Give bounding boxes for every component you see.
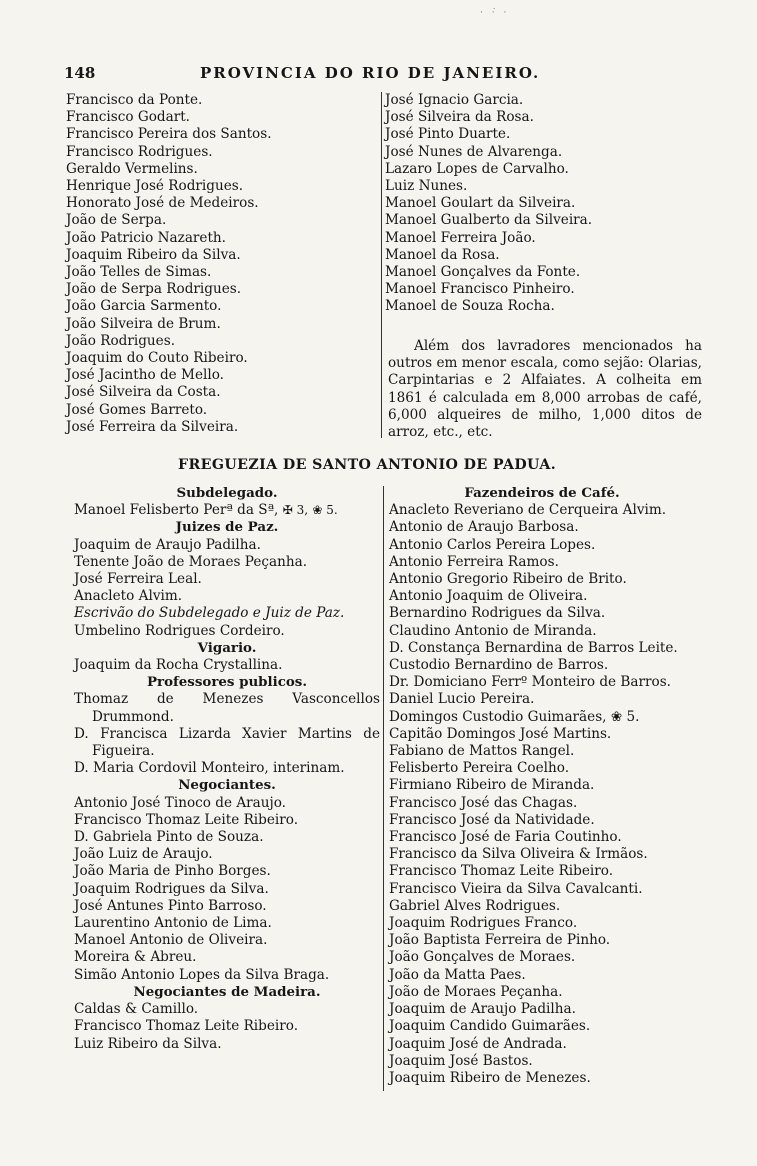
list-item: Gabriel Alves Rodrigues.	[389, 897, 561, 914]
list-item: Custodio Bernardino de Barros.	[389, 657, 609, 674]
list-item: Francisco Rodrigues.	[66, 143, 213, 160]
list-item: João Luiz de Araujo.	[74, 846, 213, 863]
list-item: José Ignacio Garcia.	[385, 92, 524, 108]
subdelegado-heading: Subdelegado.	[176, 485, 278, 501]
fazendeiros-column	[389, 485, 695, 1087]
list-item: Laurentino Antonio de Lima.	[74, 915, 272, 932]
list-item: João Patricio Nazareth.	[66, 229, 227, 246]
list-item: Joaquim José Bastos.	[389, 1052, 533, 1069]
section-title: FREGUEZIA DE SANTO ANTONIO DE PADUA.	[178, 457, 557, 473]
list-item: Joaquim Ribeiro da Silva.	[66, 246, 241, 263]
list-item: D. Francisca Lizarda Xavier Martins de Figueira.	[74, 725, 380, 760]
list-item: Antonio Gregorio Ribeiro de Brito.	[389, 571, 627, 588]
list-item: João de Serpa.	[66, 212, 167, 229]
list-item: Manoel da Rosa.	[385, 246, 500, 263]
list-item: João Gonçalves de Moraes.	[389, 949, 576, 966]
list-item: Manoel de Souza Rocha.	[385, 298, 555, 315]
juizes-heading: Juizes de Paz.	[175, 519, 279, 536]
cross-order-icon: ✠ 3,	[282, 503, 309, 518]
list-item: Francisco Thomaz Leite Ribeiro.	[74, 1018, 299, 1035]
professores-heading: Professores publicos.	[146, 674, 308, 691]
list-item: Francisco José de Faria Coutinho.	[389, 829, 622, 846]
running-title: PROVINCIA DO RIO DE JANEIRO.	[200, 64, 541, 82]
list-item: Manoel Gonçalves da Fonte.	[385, 264, 581, 281]
escrivao-heading: Escrivão do Subdelegado e Juiz de Paz.	[74, 605, 345, 622]
list-item: D. Constança Bernardina de Barros Leite.	[389, 639, 678, 656]
list-item: Antonio José Tinoco de Araujo.	[74, 794, 286, 811]
list-item: Joaquim Rodrigues Franco.	[389, 915, 578, 932]
subdelegado-name: Manoel Felisberto Perª da Sª,	[74, 502, 279, 519]
list-item: Antonio de Araujo Barbosa.	[389, 519, 579, 536]
list-item: Francisco José da Natividade.	[389, 811, 595, 828]
harvest-paragraph: Além dos lavradores mencionados ha outros em menor escala, como sejão: Olarias, Carpintarias e 2 Alfaiates. A colheita em 1861 é calculada em 8,000 arrobas de café, 6,000 alqueires de milho, 1,000 ditos de arroz, etc., etc.	[388, 338, 702, 441]
list-item: João Telles de Simas.	[66, 264, 212, 281]
list-item: Francisco Godart.	[66, 109, 190, 126]
list-item: José Pinto Duarte.	[385, 126, 511, 143]
list-item: José Gomes Barreto.	[66, 401, 208, 418]
list-item: Claudino Antonio de Miranda.	[389, 622, 597, 639]
list-item: Francisco da Ponte.	[66, 92, 203, 108]
list-item: Francisco Thomaz Leite Ribeiro.	[389, 863, 614, 880]
list-item: Luiz Nunes.	[385, 178, 468, 195]
list-item: Domingos Custodio Guimarães, ❀ 5.	[389, 708, 640, 725]
vigario-name: Joaquim da Rocha Crystallina.	[74, 657, 283, 674]
list-item: Joaquim Ribeiro de Menezes.	[389, 1069, 591, 1086]
list-item: José Jacintho de Mello.	[66, 367, 224, 384]
list-item: Fabiano de Mattos Rangel.	[389, 743, 575, 760]
list-item: José Ferreira Leal.	[74, 571, 202, 588]
list-item: D. Gabriela Pinto de Souza.	[74, 829, 264, 846]
list-item: Anacleto Alvim.	[74, 588, 183, 605]
list-item: Joaquim de Araujo Padilha.	[389, 1001, 576, 1018]
list-item: Henrique José Rodrigues.	[66, 178, 244, 195]
fazendeiros-heading: Fazendeiros de Café.	[464, 485, 620, 501]
list-item: Joaquim do Couto Ribeiro.	[66, 350, 248, 367]
list-item: Joaquim Rodrigues da Silva.	[74, 880, 269, 897]
list-item: Manoel Goulart da Silveira.	[385, 195, 576, 212]
list-item: José Silveira da Rosa.	[385, 109, 534, 126]
list-item: Joaquim de Araujo Padilha.	[74, 536, 261, 553]
list-item: Firmiano Ribeiro de Miranda.	[389, 777, 595, 794]
column-divider	[381, 92, 382, 438]
list-item: Manoel Francisco Pinheiro.	[385, 281, 575, 298]
escrivao-name: Umbelino Rodrigues Cordeiro.	[74, 622, 285, 639]
list-item: Simão Antonio Lopes da Silva Braga.	[74, 966, 330, 983]
negociantes-heading: Negociantes.	[178, 777, 276, 794]
list-item: Capitão Domingos José Martins.	[389, 725, 612, 742]
list-item: João de Serpa Rodrigues.	[66, 281, 242, 298]
list-item: Manoel Antonio de Oliveira.	[74, 932, 268, 949]
vigario-heading: Vigario.	[197, 639, 257, 656]
list-item: Manoel Ferreira João.	[385, 229, 536, 246]
rose-order-icon: ❀ 5.	[312, 503, 338, 518]
list-item: José Nunes de Alvarenga.	[385, 143, 563, 160]
list-item: Thomaz de Menezes Vasconcellos Drummond.	[74, 691, 380, 725]
list-item: João Garcia Sarmento.	[66, 298, 222, 315]
list-item: Francisco da Silva Oliveira & Irmãos.	[389, 846, 648, 863]
list-item: Joaquim José de Andrada.	[389, 1035, 567, 1052]
list-item: Luiz Ribeiro da Silva.	[74, 1035, 222, 1052]
list-item: Francisco Thomaz Leite Ribeiro.	[74, 811, 299, 828]
list-item: Dr. Domiciano Ferrº Monteiro de Barros.	[389, 674, 671, 691]
top-right-names	[385, 92, 592, 316]
list-item: João da Matta Paes.	[389, 966, 526, 983]
list-item: Bernardino Rodrigues da Silva.	[389, 605, 606, 622]
print-specks: · ·͘ ·	[480, 8, 510, 18]
column-divider	[383, 486, 384, 1091]
list-item: José Antunes Pinto Barroso.	[74, 897, 267, 914]
list-item: Daniel Lucio Pereira.	[389, 691, 535, 708]
list-item: Tenente João de Moraes Peçanha.	[74, 553, 308, 570]
list-item: José Ferreira da Silveira.	[66, 418, 239, 435]
list-item: Francisco Pereira dos Santos.	[66, 126, 272, 143]
list-item: Felisberto Pereira Coelho.	[389, 760, 570, 777]
list-item: Francisco Vieira da Silva Cavalcanti.	[389, 880, 643, 897]
top-left-names	[66, 92, 272, 436]
page-number: 148	[64, 64, 96, 82]
list-item: D. Maria Cordovil Monteiro, interinam.	[74, 760, 345, 777]
list-item: Antonio Joaquim de Oliveira.	[389, 588, 588, 605]
list-item: Francisco José das Chagas.	[389, 794, 578, 811]
list-item: Antonio Carlos Pereira Lopes.	[389, 536, 596, 553]
list-item: João Silveira de Brum.	[66, 315, 221, 332]
parish-officials-column	[74, 485, 380, 1053]
list-item: João Baptista Ferreira de Pinho.	[389, 932, 611, 949]
list-item: Geraldo Vermelins.	[66, 160, 198, 177]
list-item: Manoel Gualberto da Silveira.	[385, 212, 593, 229]
list-item: Caldas & Camillo.	[74, 1001, 199, 1018]
list-item: Honorato José de Medeiros.	[66, 195, 259, 212]
list-item: Moreira & Abreu.	[74, 949, 197, 966]
list-item: Anacleto Reveriano de Cerqueira Alvim.	[389, 502, 667, 519]
list-item: João Rodrigues.	[66, 332, 176, 349]
list-item: José Silveira da Costa.	[66, 384, 221, 401]
list-item: Lazaro Lopes de Carvalho.	[385, 160, 569, 177]
list-item: Antonio Ferreira Ramos.	[389, 553, 559, 570]
subdelegado-entry	[74, 502, 380, 519]
list-item: João Maria de Pinho Borges.	[74, 863, 271, 880]
list-item: Joaquim Candido Guimarães.	[389, 1018, 591, 1035]
list-item: João de Moraes Peçanha.	[389, 983, 563, 1000]
madeira-heading: Negociantes de Madeira.	[133, 983, 321, 1000]
